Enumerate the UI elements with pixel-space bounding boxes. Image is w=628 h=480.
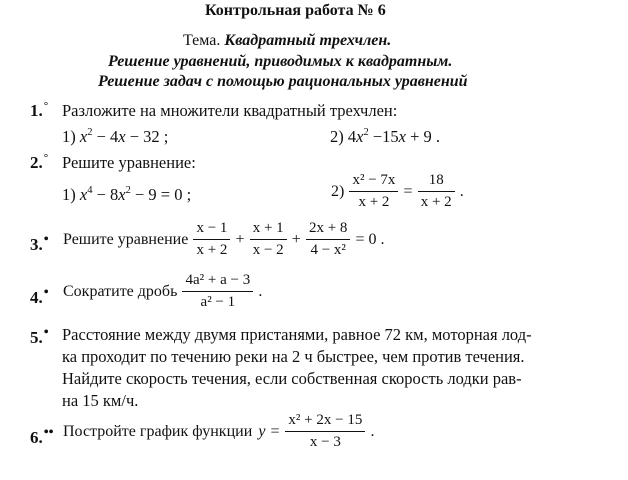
task-5-line-2: ка проходит по течению реки на 2 ч быстрее, чем против течения. xyxy=(62,347,525,366)
task-3-fraction-2: $\frac{x + 1}{x - 2}$ xyxy=(250,220,287,259)
task-4-fraction: $\frac{\text{4a² + a − 3}}{\text{a² − 1}}$ xyxy=(182,272,253,311)
task-2-fraction-left: $\frac{\text{x² − 7x}}{x + 2}$ xyxy=(349,172,398,211)
topic-line-2: Решение уравнений, приводимых к квадратным. xyxy=(108,53,453,70)
task-1-item-2: 2) $4x^2 -15x + 9$ . xyxy=(330,127,441,146)
task-5-line-3: Найдите скорость течения, если собственная скорость лодки рав- xyxy=(62,369,522,388)
topic-line-1 xyxy=(183,32,391,50)
task-5-number: 5.• xyxy=(30,325,49,347)
task-1-number: 1.° xyxy=(30,100,49,120)
task-3-fraction-1: $\frac{x - 1}{x + 2}$ xyxy=(193,220,230,259)
topic-label: Тема. xyxy=(183,32,221,49)
task-2-number: 2.° xyxy=(30,152,49,172)
task-1-text: Разложите на множители квадратный трехчлен: xyxy=(62,101,398,120)
task-3-number: 3.• xyxy=(30,232,49,254)
task-2-item-2: 2) $\frac{\text{x² − 7x}}{x + 2}$ = $\frac{18}{x + 2}$ . xyxy=(331,172,464,210)
task-6-number: 6.•• xyxy=(30,425,54,447)
topic-name: Квадратный трехчлен. xyxy=(224,32,392,49)
task-4-number: 4.• xyxy=(30,285,49,307)
task-1-item-1: 1) $x^2 - 4x - 32$ ; xyxy=(62,127,169,146)
topic-line-3: Решение задач с помощью рациональных уравнений xyxy=(98,73,468,90)
task-6-fraction: $\frac{\text{x² + 2x − 15}}{x - 3}$ xyxy=(285,412,365,451)
task-3-body: Решите уравнение $\frac{x - 1}{x + 2}$ + $\frac{x + 1}{x - 2}$ + $\frac{2x + 8}{\text{4 − x²}}$ = 0 . xyxy=(63,220,385,258)
page-title: Контрольная работа № 6 xyxy=(205,2,386,19)
task-2-text: Решите уравнение: xyxy=(62,153,196,172)
task-2-item-1: 1) $x^4 - 8x^2 - 9 = 0$ ; xyxy=(62,185,192,204)
task-5-line-1: Расстояние между двумя пристанями, равное 72 км, моторная лод- xyxy=(62,325,532,344)
task-4-body: Сократите дробь $\frac{\text{4a² + a − 3}}{\text{a² − 1}}$ . xyxy=(63,272,263,310)
task-6-body: Постройте график функции y = $\frac{\text{x² + 2x − 15}}{x - 3}$ . xyxy=(63,412,375,450)
task-2-fraction-right: $\frac{18}{x + 2}$ xyxy=(418,172,455,211)
task-5-line-4: на 15 км/ч. xyxy=(62,391,139,410)
task-3-fraction-3: $\frac{2x + 8}{\text{4 − x²}}$ xyxy=(306,220,350,259)
